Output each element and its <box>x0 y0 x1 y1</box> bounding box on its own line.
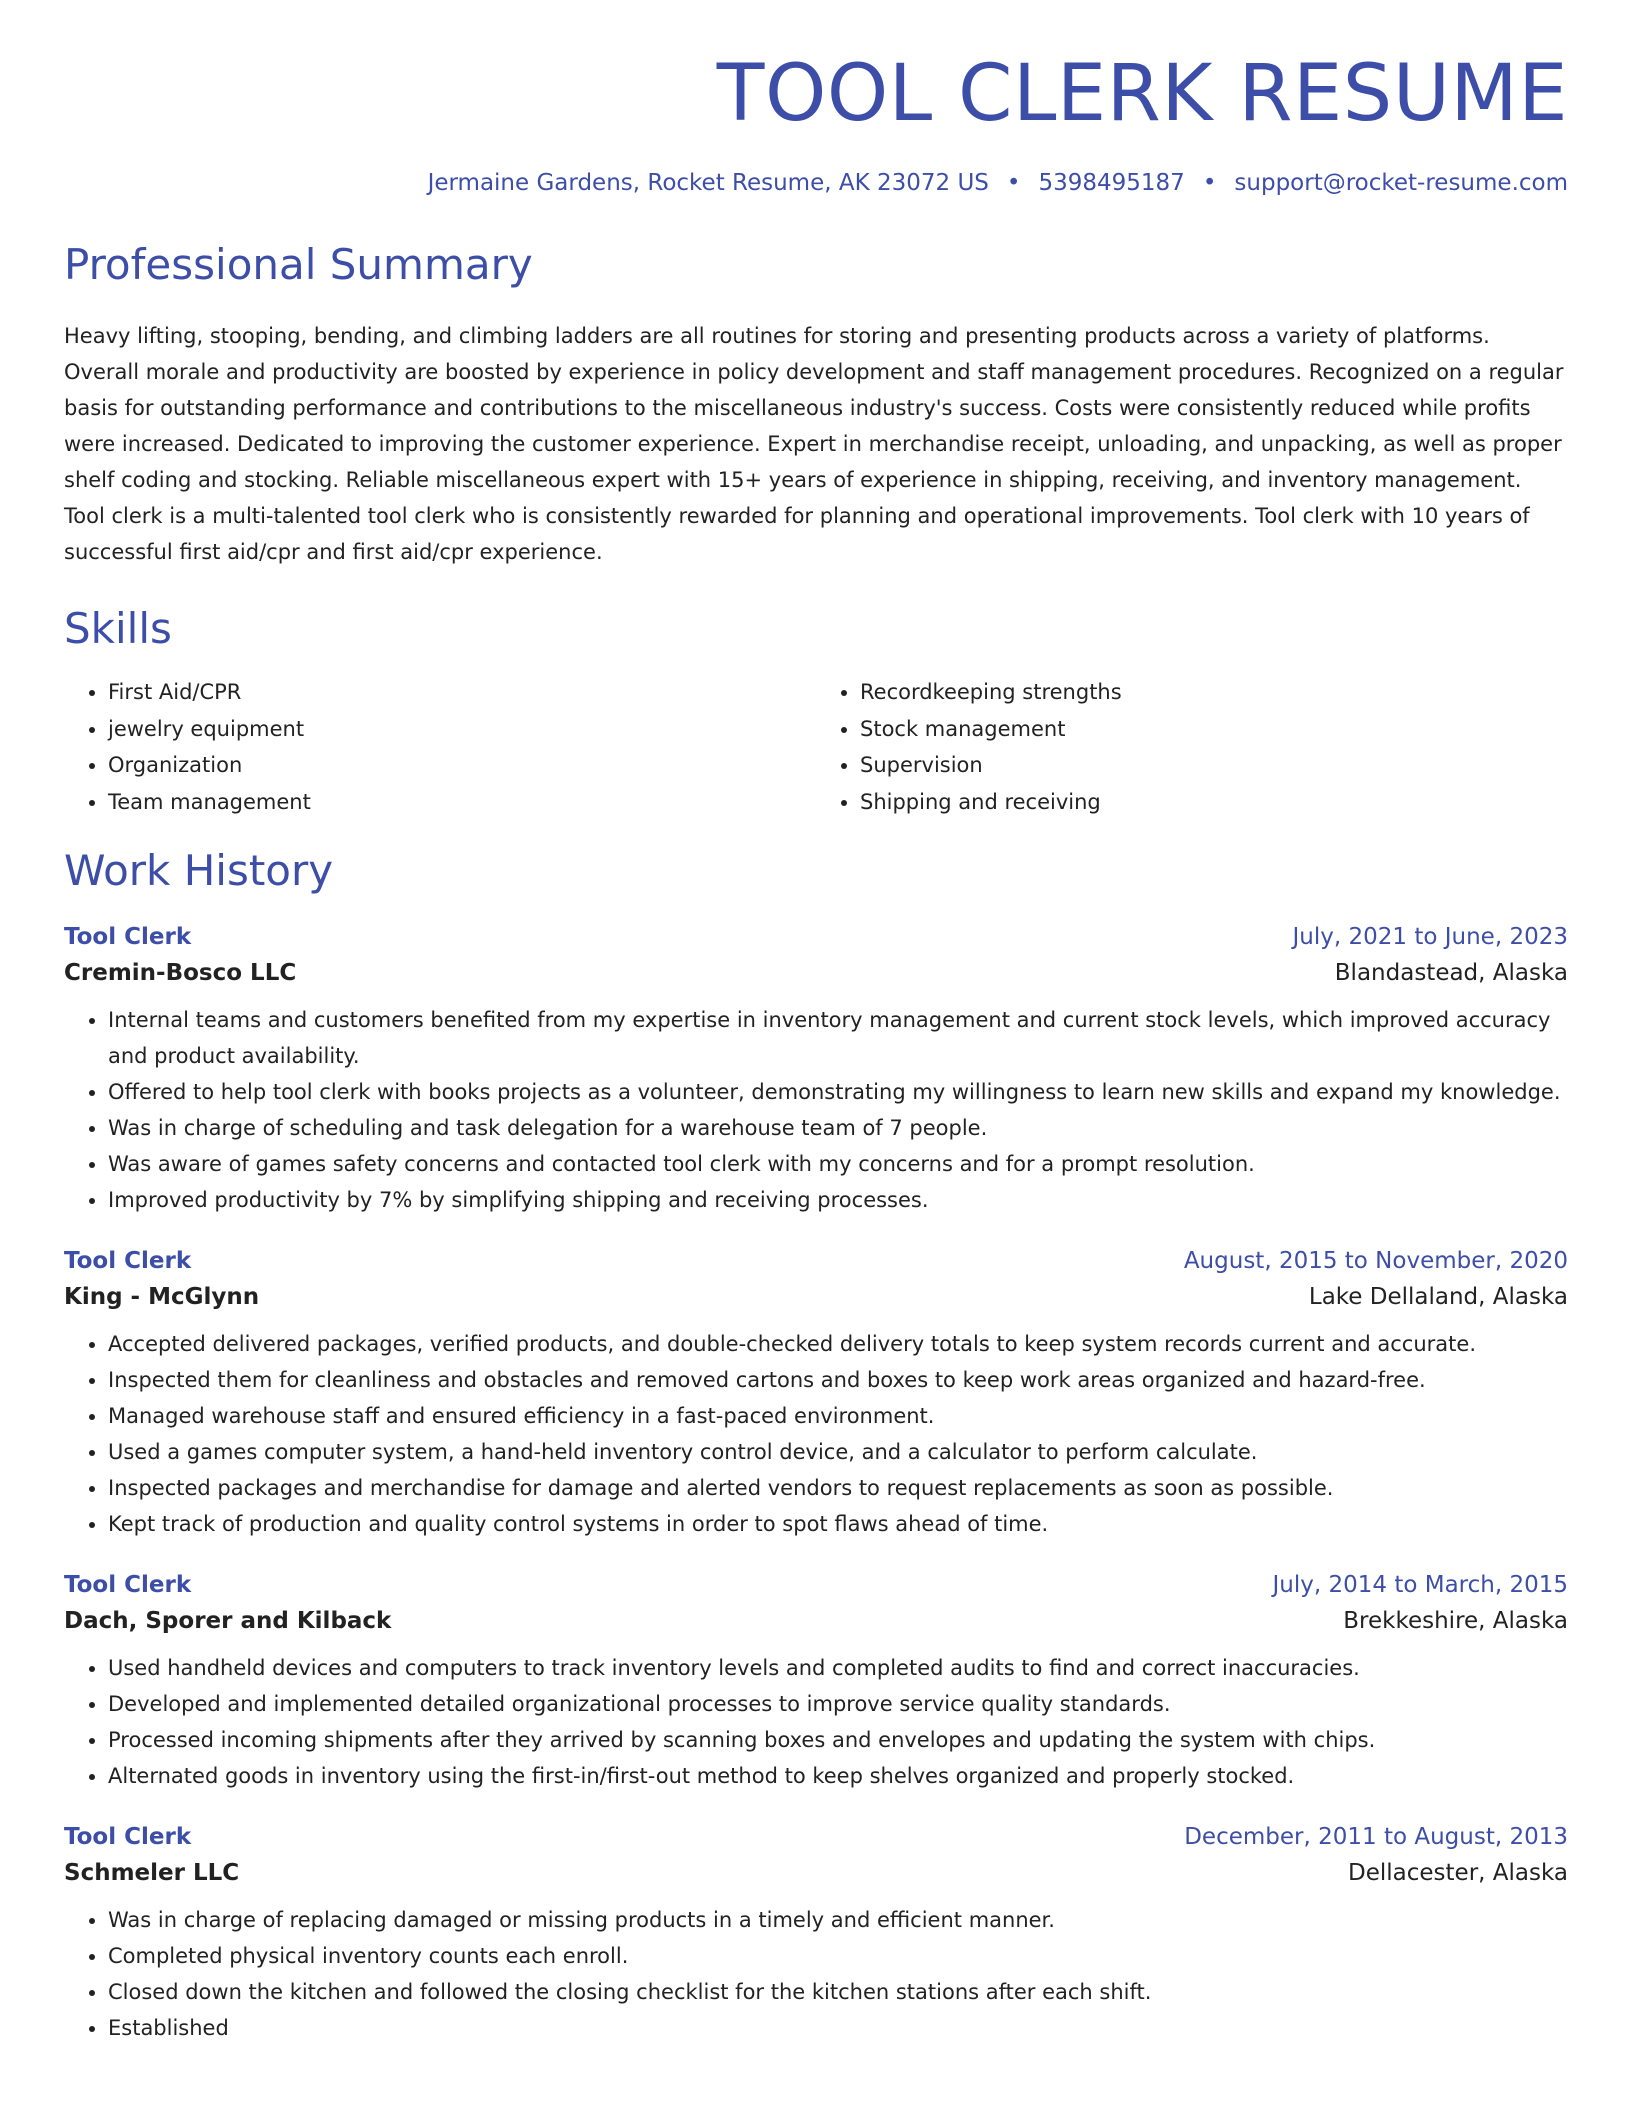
job-entry <box>64 1824 1568 2046</box>
section-title-work-history: Work History <box>64 846 334 896</box>
job-bullet: • Used a games computer system, a hand-held inventory control device, and a calculator to perform calculate. <box>108 1434 1568 1470</box>
skill-item: • First Aid/CPR <box>108 674 816 711</box>
skill-item: • Shipping and receiving <box>860 784 1568 821</box>
job-location: Blandastead, Alaska <box>1334 960 1568 987</box>
skill-item: • Stock management <box>860 711 1568 748</box>
skills-column-left <box>64 674 816 820</box>
job-dates: July, 2014 to March, 2015 <box>1272 1572 1568 1599</box>
job-header <box>64 1824 1568 1850</box>
job-subheader <box>64 1284 1568 1310</box>
job-company: Cremin-Bosco LLC <box>64 960 297 987</box>
job-bullet: • Accepted delivered packages, verified products, and double-checked delivery totals to keep system records current and accurate. <box>108 1326 1568 1362</box>
job-header <box>64 1572 1568 1598</box>
job-dates: December, 2011 to August, 2013 <box>1184 1824 1568 1851</box>
job-location: Brekkeshire, Alaska <box>1343 1608 1568 1635</box>
job-subheader <box>64 960 1568 986</box>
job-header <box>64 924 1568 950</box>
job-bullet: • Was in charge of scheduling and task delegation for a warehouse team of 7 people. <box>108 1110 1568 1146</box>
job-company: King - McGlynn <box>64 1284 260 1311</box>
job-entry <box>64 924 1568 1218</box>
job-bullets <box>64 1902 1568 2046</box>
contact-address: Jermaine Gardens, Rocket Resume, AK 23072 US <box>427 169 989 196</box>
job-bullet: • Internal teams and customers benefited from my expertise in inventory management and current stock levels, which improved accuracy and product availability. <box>108 1002 1568 1074</box>
job-title: Tool Clerk <box>64 1572 192 1599</box>
skill-item: • Team management <box>108 784 816 821</box>
contact-phone: 5398495187 <box>1038 169 1185 196</box>
job-bullet: • Completed physical inventory counts each enroll. <box>108 1938 1568 1974</box>
section-title-summary: Professional Summary <box>64 239 533 289</box>
skills-list <box>64 674 1568 820</box>
job-bullet: • Inspected packages and merchandise for damage and alerted vendors to request replacements as soon as possible. <box>108 1470 1568 1506</box>
job-title: Tool Clerk <box>64 1248 192 1275</box>
resume-name: TOOL CLERK RESUME <box>716 49 1568 139</box>
skill-item: • Organization <box>108 747 816 784</box>
job-bullet: • Alternated goods in inventory using the first-in/first-out method to keep shelves organized and properly stocked. <box>108 1758 1568 1794</box>
job-subheader <box>64 1860 1568 1886</box>
job-bullet: • Established <box>108 2010 1568 2046</box>
job-bullets <box>64 1326 1568 1542</box>
skill-item: • Supervision <box>860 747 1568 784</box>
job-bullet: • Processed incoming shipments after they arrived by scanning boxes and envelopes and updating the system with chips. <box>108 1722 1568 1758</box>
job-entry <box>64 1572 1568 1794</box>
job-bullet: • Inspected them for cleanliness and obstacles and removed cartons and boxes to keep work areas organized and hazard-free. <box>108 1362 1568 1398</box>
job-entry <box>64 1248 1568 1542</box>
job-bullets <box>64 1650 1568 1794</box>
contact-email: support@rocket-resume.com <box>1234 169 1568 196</box>
job-header <box>64 1248 1568 1274</box>
contact-separator: • <box>1006 169 1021 196</box>
contact-line <box>64 170 1568 196</box>
contact-separator: • <box>1202 169 1217 196</box>
job-bullet: • Used handheld devices and computers to track inventory levels and completed audits to find and correct inaccuracies. <box>108 1650 1568 1686</box>
job-company: Schmeler LLC <box>64 1860 240 1887</box>
skills-column-right <box>816 674 1568 820</box>
job-location: Lake Dellaland, Alaska <box>1308 1284 1568 1311</box>
skill-item: • jewelry equipment <box>108 711 816 748</box>
job-bullet: • Developed and implemented detailed organizational processes to improve service quality standards. <box>108 1686 1568 1722</box>
job-subheader <box>64 1608 1568 1634</box>
job-location: Dellacester, Alaska <box>1348 1860 1568 1887</box>
summary-text: Heavy lifting, stooping, bending, and climbing ladders are all routines for storing and presenting products across a variety of platforms. Overall morale and productivity are boosted by experience in policy development and staff management procedures. Recognized on a regular basis for outstanding performance and contributions to the miscellaneous industry's success. Costs were consistently reduced while profits were increased. Dedicated to improving the customer experience. Expert in merchandise receipt, unloading, and unpacking, as well as proper shelf coding and stocking. Reliable miscellaneous expert with 15+ years of experience in shipping, receiving, and inventory management. Tool clerk is a multi-talented tool clerk who is consistently rewarded for planning and operational improvements. Tool clerk with 10 years of successful first aid/cpr and first aid/cpr experience. <box>64 323 1564 564</box>
job-title: Tool Clerk <box>64 1824 192 1851</box>
skill-item: • Recordkeeping strengths <box>860 674 1568 711</box>
job-title: Tool Clerk <box>64 924 192 951</box>
job-dates: August, 2015 to November, 2020 <box>1183 1248 1568 1275</box>
job-dates: July, 2021 to June, 2023 <box>1292 924 1568 951</box>
section-title-skills: Skills <box>64 603 172 653</box>
job-bullet: • Was in charge of replacing damaged or missing products in a timely and efficient manner. <box>108 1902 1568 1938</box>
job-company: Dach, Sporer and Kilback <box>64 1608 392 1635</box>
job-bullet: • Closed down the kitchen and followed the closing checklist for the kitchen stations after each shift. <box>108 1974 1568 2010</box>
job-bullet: • Improved productivity by 7% by simplifying shipping and receiving processes. <box>108 1182 1568 1218</box>
job-bullet: • Kept track of production and quality control systems in order to spot flaws ahead of time. <box>108 1506 1568 1542</box>
job-bullets <box>64 1002 1568 1218</box>
job-bullet: • Was aware of games safety concerns and contacted tool clerk with my concerns and for a prompt resolution. <box>108 1146 1568 1182</box>
job-bullet: • Managed warehouse staff and ensured efficiency in a fast-paced environment. <box>108 1398 1568 1434</box>
job-bullet: • Offered to help tool clerk with books projects as a volunteer, demonstrating my willingness to learn new skills and expand my knowledge. <box>108 1074 1568 1110</box>
